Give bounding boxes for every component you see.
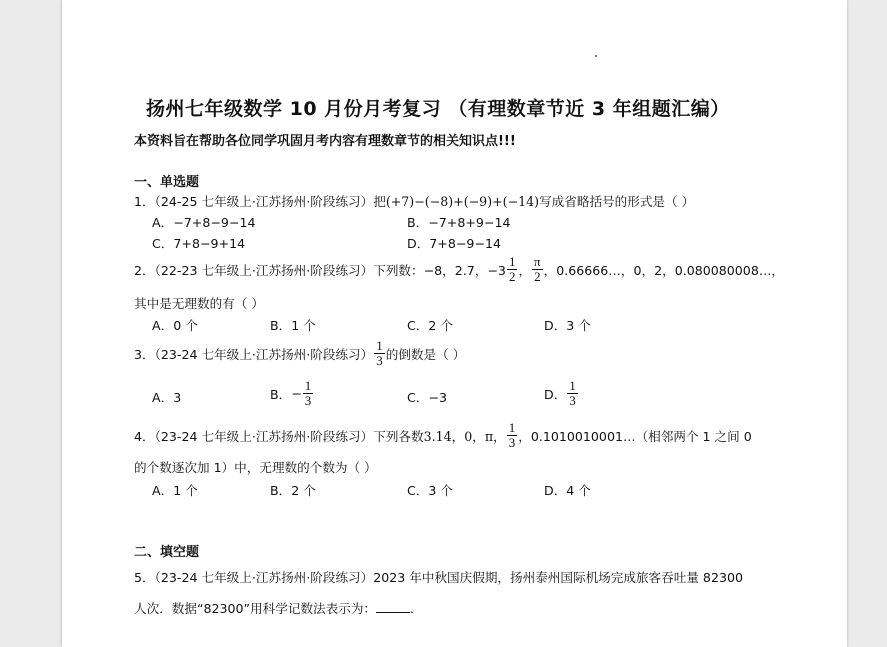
fraction-one-third xyxy=(303,379,314,408)
question-2-line-2: 其中是无理数的有（ ） xyxy=(134,296,264,311)
option-label: B． xyxy=(270,387,292,402)
question-4-option-b: B．2 个 xyxy=(270,483,316,498)
section-heading-fill-in: 二、填空题 xyxy=(134,545,200,560)
fraction-numerator: π xyxy=(534,254,541,269)
question-5-line-2 xyxy=(134,598,414,617)
separator: ， xyxy=(518,263,532,278)
fraction-denominator: 3 xyxy=(304,393,312,408)
fraction-one-third xyxy=(374,339,385,368)
answer-blank[interactable] xyxy=(376,600,410,613)
question-2-rest: ，0.66666…，0，2，0.080080008…， xyxy=(543,263,785,278)
fraction-one-third xyxy=(567,379,578,408)
fraction-numerator: 1 xyxy=(304,378,312,393)
question-4-option-a: A．1 个 xyxy=(152,483,198,498)
question-2 xyxy=(134,255,784,284)
question-3-option-b xyxy=(270,379,314,408)
fraction-numerator: 1 xyxy=(376,338,383,353)
minus-sign: − xyxy=(291,386,302,401)
question-1-option-c: C．7+8−9+14 xyxy=(152,236,246,251)
stray-dot xyxy=(595,55,597,57)
question-1-option-d: D．7+8−9−14 xyxy=(407,236,502,251)
fraction-one-third xyxy=(507,421,518,450)
question-1-expression: (+7)−(−8)+(−9)+(−14) xyxy=(385,194,540,209)
question-4-tail: ，0.1010010001…（相邻两个 1 之间 0 xyxy=(518,429,752,444)
question-3-option-c: C．−3 xyxy=(407,390,447,405)
question-1-option-b: B．−7+8+9−14 xyxy=(407,215,511,230)
page-title: 扬州七年级数学 10 月份月考复习 （有理数章节近 3 年组题汇编） xyxy=(146,98,730,120)
question-2-option-a: A．0 个 xyxy=(152,318,198,333)
question-4-option-d: D．4 个 xyxy=(544,483,591,498)
question-3-option-d xyxy=(544,379,579,408)
fraction-numerator: 1 xyxy=(508,254,516,269)
question-3 xyxy=(134,339,465,368)
question-1-option-a: A．−7+8−9−14 xyxy=(152,215,256,230)
fraction-denominator: 3 xyxy=(508,435,516,450)
question-2-option-b: B．1 个 xyxy=(270,318,316,333)
question-4-numbers: 3.14，0，π， xyxy=(423,429,506,444)
question-5-line-1: 5．（23-24 七年级上·江苏扬州·阶段练习）2023 年中秋国庆假期，扬州泰州国际机场完成旅客吞吐量 82300 xyxy=(134,570,743,585)
fraction-pi-over-two xyxy=(532,255,543,284)
fraction-denominator: 2 xyxy=(534,269,541,284)
question-1-tail: 写成省略括号的形式是（ ） xyxy=(539,194,695,209)
fraction-denominator: 3 xyxy=(569,393,576,408)
question-4-option-c: C．3 个 xyxy=(407,483,453,498)
fraction-one-half xyxy=(507,255,518,284)
fraction-numerator: 1 xyxy=(508,420,516,435)
section-heading-single-choice: 一、单选题 xyxy=(134,175,200,190)
question-4 xyxy=(134,421,752,450)
fraction-numerator: 1 xyxy=(569,378,576,393)
question-1-stem: 1．（24-25 七年级上·江苏扬州·阶段练习）把 xyxy=(134,194,386,209)
document-page xyxy=(62,0,847,647)
fraction-denominator: 3 xyxy=(376,353,383,368)
question-2-option-d: D．3 个 xyxy=(544,318,591,333)
question-4-stem: 4．（23-24 七年级上·江苏扬州·阶段练习）下列各数 xyxy=(134,429,424,444)
question-1 xyxy=(134,191,694,210)
fraction-denominator: 2 xyxy=(508,269,516,284)
question-5-end: . xyxy=(410,601,415,616)
question-2-stem: 2．（22-23 七年级上·江苏扬州·阶段练习）下列数：−8，2.7，−3 xyxy=(134,263,506,278)
question-3-option-a: A．3 xyxy=(152,390,182,405)
question-5-text: 人次．数据“82300”用科学记数法表示为： xyxy=(134,601,377,616)
question-2-option-c: C．2 个 xyxy=(407,318,453,333)
question-4-line-2: 的个数逐次加 1）中，无理数的个数为（ ） xyxy=(134,460,377,475)
option-label: D． xyxy=(544,387,567,402)
subtitle: 本资料旨在帮助各位同学巩固月考内容有理数章节的相关知识点!!! xyxy=(134,134,516,149)
question-3-tail: 的倒数是（ ） xyxy=(385,347,466,362)
question-3-stem: 3．（23-24 七年级上·江苏扬州·阶段练习） xyxy=(134,347,374,362)
